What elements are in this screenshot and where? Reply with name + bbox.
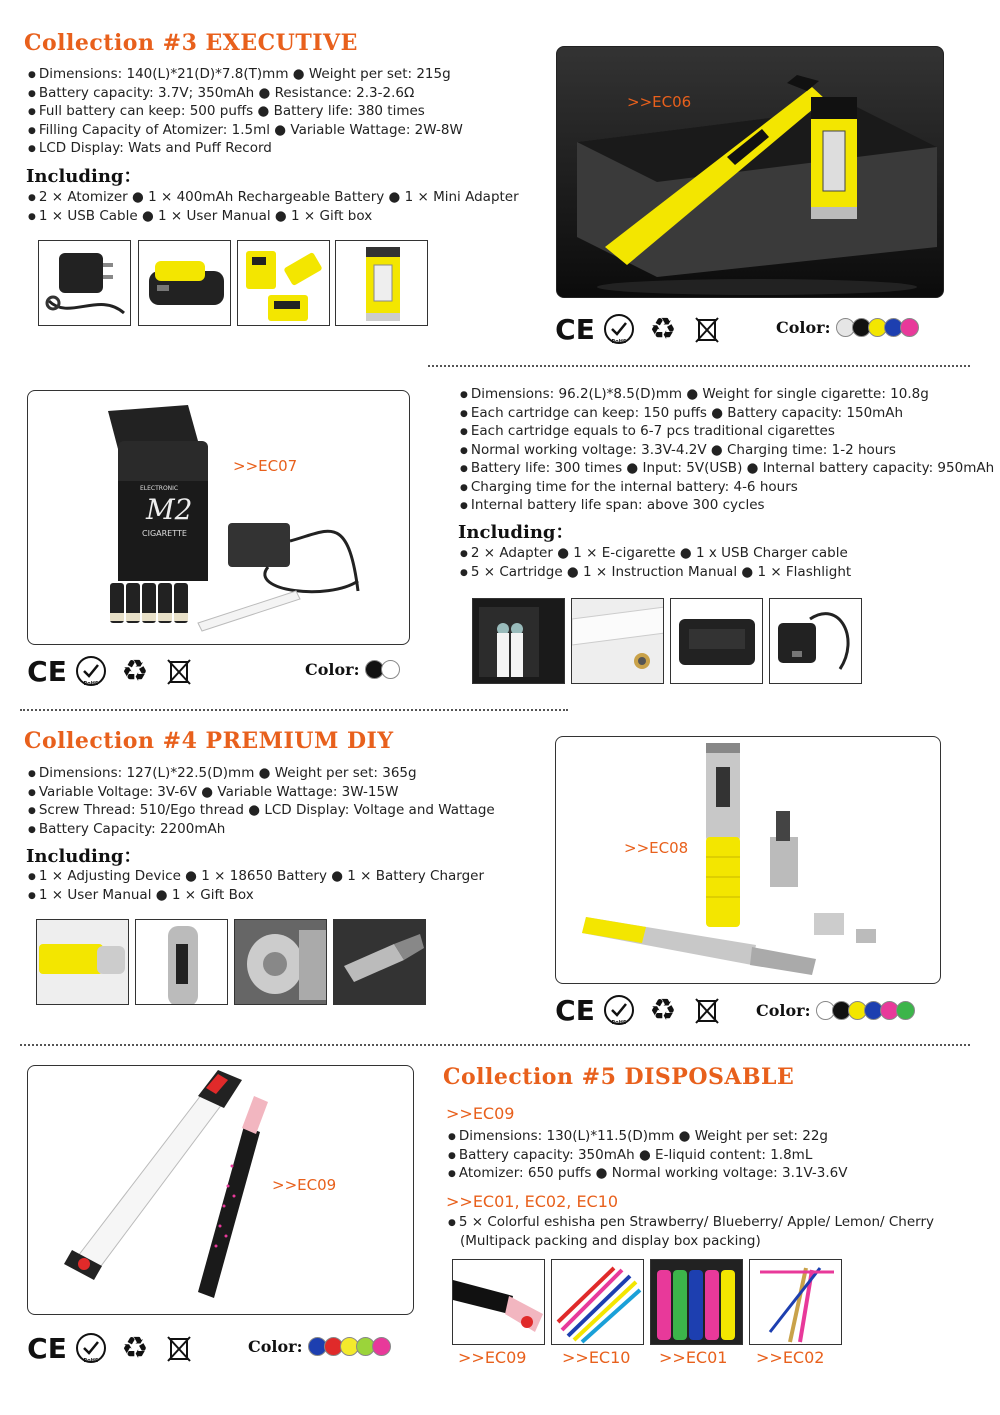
- c3-spec-1: ● Battery capacity: 3.7V; 350mAh ● Resistance: 2.3-2.6Ω: [28, 84, 415, 101]
- ec08-photo: [556, 737, 941, 984]
- c3-thumb-parts: [237, 240, 330, 326]
- c4-specs: [28, 764, 495, 838]
- ec07-spec-0: ● Dimensions: 96.2(L)*8.5(D)mm ● Weight for single cigarette: 10.8g: [460, 386, 929, 402]
- ec10-pens-image: [552, 1260, 644, 1345]
- c5-color-label: Color:: [248, 1337, 303, 1356]
- box-word-text: CIGARETTE: [142, 529, 187, 538]
- ec07-thumb-cigarette: [571, 598, 664, 684]
- ec07-cert-row: [27, 653, 196, 689]
- atomizer-image: [336, 241, 428, 326]
- rohs-icon: [74, 654, 108, 688]
- battery-tube-image: [37, 920, 129, 1005]
- c4-title: Collection #4 PREMIUM DIY: [24, 728, 394, 754]
- box-model-text: M2: [146, 493, 193, 526]
- c5-color-swatches: [311, 1337, 391, 1356]
- c4-spec-0: ● Dimensions: 127(L)*22.5(D)mm ● Weight per set: 365g: [28, 765, 417, 781]
- svg-text:RoHS: RoHS: [611, 1020, 627, 1026]
- ec08-tag: >>EC08: [624, 839, 689, 857]
- recycle-icon: ♻: [649, 311, 677, 347]
- rohs-icon: [74, 1331, 108, 1365]
- c4-thumb-device: [135, 919, 228, 1005]
- divider-2: [20, 709, 568, 711]
- c3-thumb-adapter: [38, 240, 131, 326]
- thread-image: [235, 920, 327, 1005]
- recycle-icon: ♻: [121, 653, 149, 689]
- ec07-color-label: Color:: [305, 660, 360, 679]
- c3-including-list: [28, 188, 519, 225]
- thumb-tag-ec10: >>EC10: [562, 1348, 631, 1367]
- ec07-spec-5: ● Charging time for the internal battery: 4-6 hours: [460, 478, 798, 495]
- no-dustbin-icon: [690, 993, 724, 1027]
- rohs-icon: [602, 312, 636, 346]
- ec01-box-image: [651, 1260, 743, 1345]
- ec07-color-row: [305, 660, 400, 679]
- ec09-image-tag: >>EC09: [272, 1176, 337, 1194]
- ec09-photo: [28, 1066, 414, 1315]
- case-image: [473, 599, 565, 684]
- c4-including-list: [28, 867, 484, 904]
- ec07-color-swatches: [368, 660, 400, 679]
- c5-thumb-ec09: [452, 1259, 545, 1345]
- ec07-spec-1: ● Each cartridge can keep: 150 puffs ● Battery capacity: 150mAh: [460, 404, 904, 421]
- c5-cert-row: [27, 1330, 196, 1366]
- c5-specs: [448, 1127, 847, 1183]
- ec07-including-list: [460, 544, 851, 581]
- c4-color-swatches: [819, 1001, 915, 1020]
- c5-thumb-ec10: [551, 1259, 644, 1345]
- c4-color-row: [756, 1001, 915, 1020]
- c5-spec-0: ● Dimensions: 130(L)*11.5(D)mm ● Weight per set: 22g: [448, 1128, 828, 1144]
- atomizer-image: [334, 920, 426, 1005]
- c3-color-swatches: [839, 318, 919, 337]
- device-image: [136, 920, 228, 1005]
- svg-text:RoHS: RoHS: [83, 681, 99, 687]
- ec09-tag: >>EC09: [446, 1104, 515, 1123]
- ec07-thumb-charger: [670, 598, 763, 684]
- ec07-including-heading: Including：: [458, 522, 574, 543]
- ec07-thumb-case: [472, 598, 565, 684]
- c3-specs: [28, 65, 463, 158]
- svg-text:RoHS: RoHS: [611, 339, 627, 345]
- c3-spec-2: ● Full battery can keep: 500 puffs ● Battery life: 380 times: [28, 103, 425, 119]
- thumb-tag-ec09: >>EC09: [458, 1348, 527, 1367]
- adapter-image: [39, 241, 131, 326]
- c4-including-1: ● 1 × User Manual ● 1 × Gift Box: [28, 886, 254, 903]
- ec07-product-image: [27, 390, 410, 645]
- c3-including-heading: Including：: [26, 166, 142, 187]
- ec01-ec02-ec10-tag: >>EC01, EC02, EC10: [446, 1192, 619, 1211]
- c5-spec-1: ● Battery capacity: 350mAh ● E-liquid content: 1.8mL: [448, 1146, 813, 1163]
- ec07-photo: [28, 391, 410, 645]
- ce-mark-icon: CE: [27, 654, 67, 688]
- cigarette-image: [572, 599, 664, 684]
- no-dustbin-icon: [162, 1331, 196, 1365]
- ec07-including-1: ● 5 × Cartridge ● 1 × Instruction Manual ● 1 × Flashlight: [460, 563, 852, 580]
- color-swatch[interactable]: [896, 1001, 915, 1020]
- c4-thumb-thread: [234, 919, 327, 1005]
- c4-color-label: Color:: [756, 1001, 811, 1020]
- ec07-spec-6: ● Internal battery life span: above 300 cycles: [460, 497, 765, 513]
- ce-mark-icon: CE: [27, 1331, 67, 1365]
- thumb-tag-ec01: >>EC01: [659, 1348, 728, 1367]
- color-swatch[interactable]: [381, 660, 400, 679]
- c3-title: Collection #3 EXECUTIVE: [24, 30, 358, 56]
- box-brand-text: ELECTRONIC: [140, 485, 179, 492]
- ec06-product-image: [556, 46, 944, 298]
- c3-color-label: Color:: [776, 318, 831, 337]
- ec08-product-image: [555, 736, 941, 984]
- c3-cert-row: [555, 311, 724, 347]
- c4-spec-1: ● Variable Voltage: 3V-6V ● Variable Wattage: 3W-15W: [28, 783, 399, 800]
- ec07-specs: [460, 385, 994, 515]
- ec09-product-image: [27, 1065, 414, 1315]
- c4-spec-3: ● Battery Capacity: 2200mAh: [28, 820, 226, 837]
- recycle-icon: ♻: [649, 992, 677, 1028]
- c4-including-0: ● 1 × Adjusting Device ● 1 × 18650 Battery ● 1 × Battery Charger: [28, 868, 485, 884]
- battery-image: [139, 241, 231, 326]
- c4-thumb-atomizer: [333, 919, 426, 1005]
- c3-spec-0: ● Dimensions: 140(L)*21(D)*7.8(T)mm ● Weight per set: 215g: [28, 66, 451, 82]
- c5-title: Collection #5 DISPOSABLE: [443, 1064, 795, 1090]
- color-swatch[interactable]: [900, 318, 919, 337]
- c5-desc-1: (Multipack packing and display box packing): [460, 1232, 761, 1249]
- c4-thumb-battery: [36, 919, 129, 1005]
- ec07-tag: >>EC07: [233, 457, 298, 475]
- no-dustbin-icon: [690, 312, 724, 346]
- c5-spec-2: ● Atomizer: 650 puffs ● Normal working voltage: 3.1V-3.6V: [448, 1165, 848, 1181]
- ec07-spec-3: ● Normal working voltage: 3.3V-4.2V ● Charging time: 1-2 hours: [460, 441, 896, 458]
- ec06-photo: [557, 47, 944, 298]
- c3-thumb-battery: [138, 240, 231, 326]
- svg-text:RoHS: RoHS: [83, 1358, 99, 1364]
- ec07-spec-4: ● Battery life: 300 times ● Input: 5V(USB) ● Internal battery capacity: 950mAh: [460, 460, 995, 476]
- c3-color-row: [776, 318, 919, 337]
- charger-image: [671, 599, 763, 684]
- c3-spec-4: ● LCD Display: Wats and Puff Record: [28, 140, 272, 156]
- color-swatch[interactable]: [372, 1337, 391, 1356]
- c5-desc: [448, 1213, 934, 1250]
- divider-1: [428, 365, 970, 367]
- c5-color-row: [248, 1337, 391, 1356]
- rohs-icon: [602, 993, 636, 1027]
- parts-image: [238, 241, 330, 326]
- ce-mark-icon: CE: [555, 993, 595, 1027]
- ec09-closeup-image: [453, 1260, 545, 1345]
- ce-mark-icon: CE: [555, 312, 595, 346]
- adapter-image: [770, 599, 862, 684]
- ec07-including-0: ● 2 × Adapter ● 1 × E-cigarette ● 1 x USB Charger cable: [460, 545, 848, 561]
- ec07-spec-2: ● Each cartridge equals to 6-7 pcs traditional cigarettes: [460, 423, 835, 439]
- no-dustbin-icon: [162, 654, 196, 688]
- c4-spec-2: ● Screw Thread: 510/Ego thread ● LCD Display: Voltage and Wattage: [28, 802, 495, 818]
- c5-thumb-ec01: [650, 1259, 743, 1345]
- thumb-tag-ec02: >>EC02: [756, 1348, 825, 1367]
- ec02-pens-image: [750, 1260, 842, 1345]
- c4-including-heading: Including：: [26, 846, 142, 867]
- c3-spec-3: ● Filling Capacity of Atomizer: 1.5ml ● Variable Wattage: 2W-8W: [28, 121, 463, 138]
- ec06-tag: >>EC06: [627, 93, 692, 111]
- ec07-thumb-adapter: [769, 598, 862, 684]
- c5-desc-0: ● 5 × Colorful eshisha pen Strawberry/ Blueberry/ Apple/ Lemon/ Cherry: [448, 1214, 935, 1230]
- recycle-icon: ♻: [121, 1330, 149, 1366]
- c4-cert-row: [555, 992, 724, 1028]
- divider-3: [20, 1044, 970, 1046]
- c5-thumb-ec02: [749, 1259, 842, 1345]
- c3-thumb-atomizer: [335, 240, 428, 326]
- c3-including-1: ● 1 × USB Cable ● 1 × User Manual ● 1 × Gift box: [28, 207, 373, 224]
- c3-including-0: ● 2 × Atomizer ● 1 × 400mAh Rechargeable Battery ● 1 × Mini Adapter: [28, 189, 519, 205]
